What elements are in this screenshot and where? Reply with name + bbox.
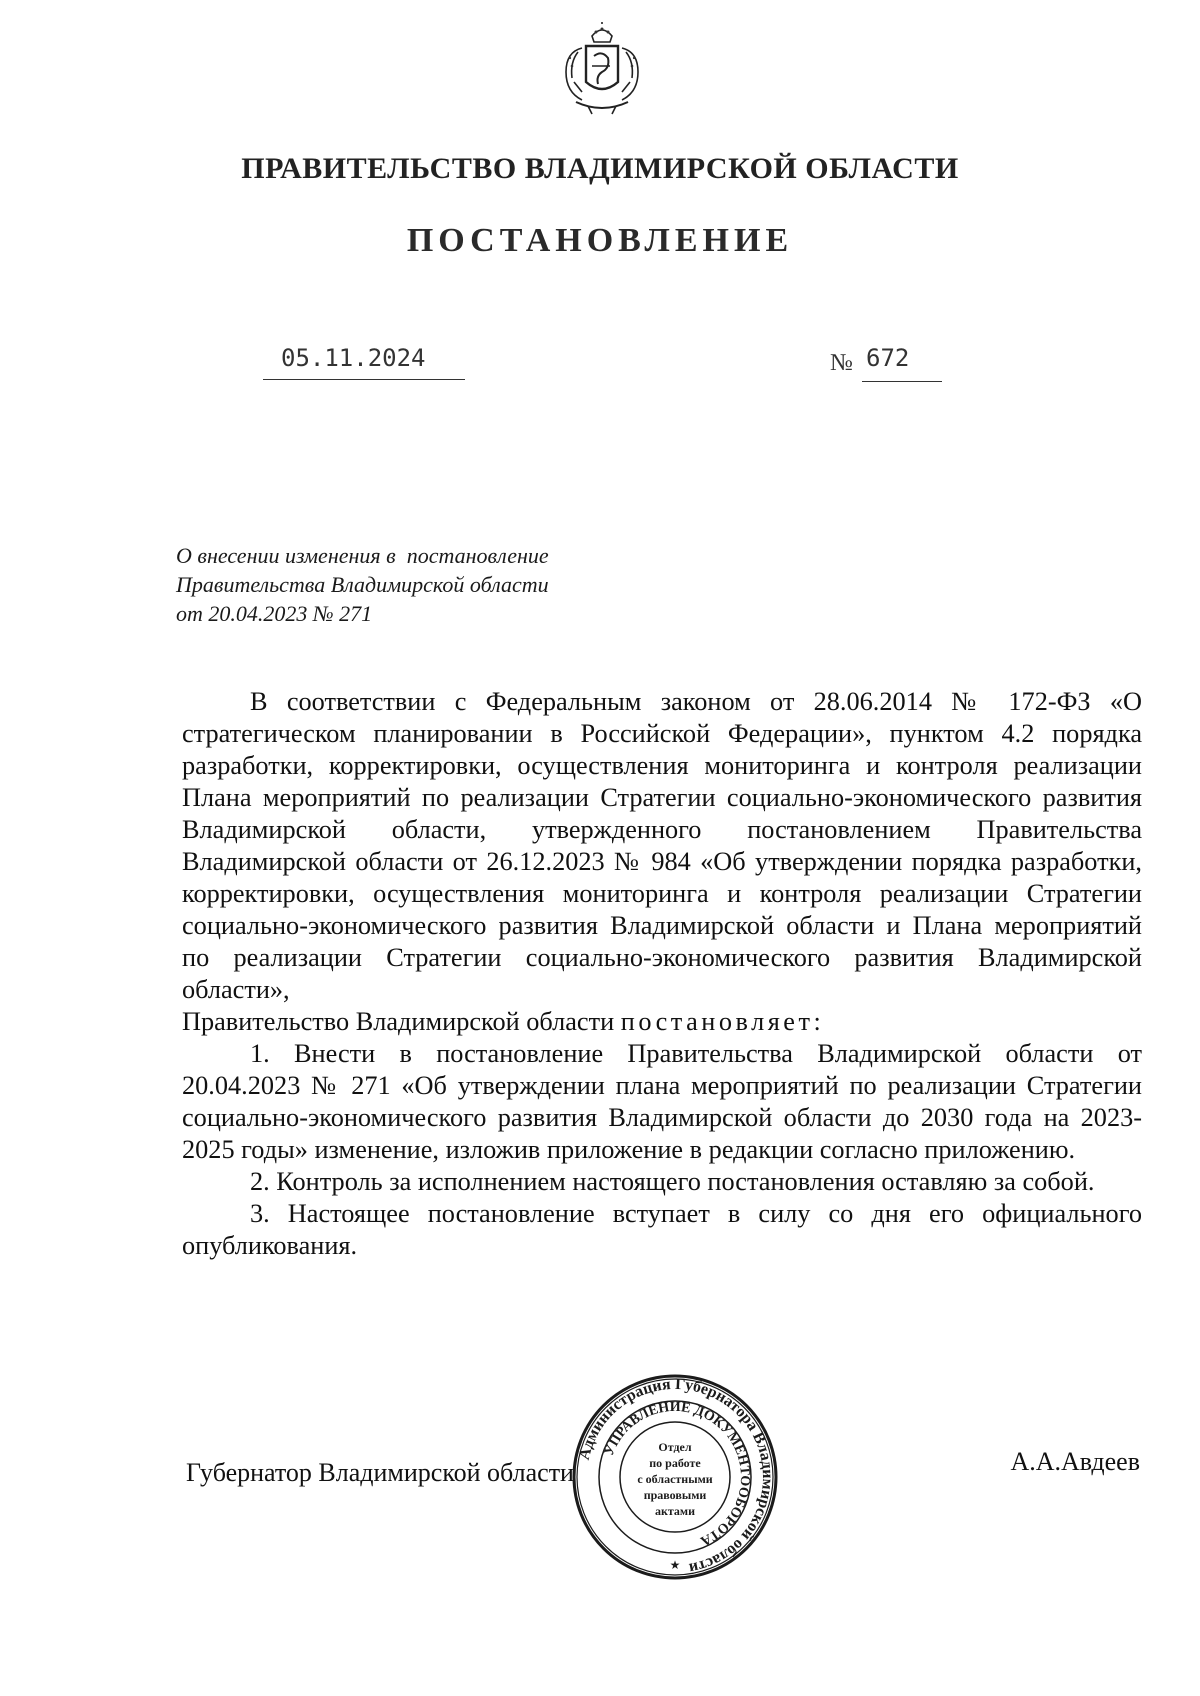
- date-underline: [263, 379, 465, 380]
- resolves-prefix: Правительство Владимирской области: [182, 1007, 615, 1036]
- stamp-center-line: актами: [654, 1504, 696, 1518]
- number-underline: [862, 381, 942, 382]
- coat-of-arms-emblem: [552, 22, 652, 118]
- stamp-star-icon: ★: [669, 1558, 681, 1572]
- list-item: 2. Контроль за исполнением настоящего постановления оставляю за собой.: [250, 1167, 1095, 1196]
- stamp-outer-text: Администрация Губернатора Владимирской области: [575, 1375, 777, 1577]
- preamble-paragraph: [182, 686, 1142, 1006]
- signatory-name: А.А.Авдеев: [1010, 1447, 1140, 1476]
- document-type-title: ПОСТАНОВЛЕНИЕ: [406, 222, 794, 259]
- preamble-text: В соответствии с Федеральным законом от 28.06.2014 № 172-ФЗ «О стратегическом планировании в Российской Федерации», пунктом 4.2 порядка разработки, корректировки, осуществления мониторинга и контроля реализации Плана мероприятий по реализации Стратегии социально-экономического развития Владимирской области, утвержденного постановлением Правительства Владимирской области от 26.12.2023 № 984 «Об утверждении порядка разработки, корректировки, осуществления мониторинга и контроля реализации Стратегии социально-экономического развития Владимирской области и Плана мероприятий по реализации Стратегии социально-экономического развития Владимирской области»,: [182, 687, 1142, 1004]
- list-item: 3. Настоящее постановление вступает в силу со дня его официального опубликования.: [182, 1199, 1142, 1260]
- resolves-word: постановляет:: [620, 1007, 825, 1036]
- stamp-center-line: с областными: [637, 1472, 713, 1486]
- list-item: 1. Внести в постановление Правительства Владимирской области от 20.04.2023 № 271 «Об утверждении плана мероприятий по реализации Стратегии социально-экономического развития Владимирской области до 2030 года на 2023-2025 годы» изменение, изложив приложение в редакции согласно приложению.: [182, 1039, 1142, 1164]
- document-number: 672: [866, 344, 910, 372]
- stamp-inner-text: УПРАВЛЕНИЕ ДОКУМЕНТООБОРОТА: [601, 1399, 753, 1549]
- stamp-center-line: правовыми: [643, 1488, 707, 1502]
- stamp-center-line: по работе: [649, 1456, 701, 1470]
- document-subject: [176, 541, 549, 628]
- resolves-line: [182, 1006, 1142, 1038]
- subject-line: О внесении изменения в постановление: [176, 543, 549, 568]
- signatory-position: Губернатор Владимирской области: [186, 1458, 574, 1487]
- organization-title: ПРАВИТЕЛЬСТВО ВЛАДИМИРСКОЙ ОБЛАСТИ: [241, 152, 959, 185]
- number-sign: №: [830, 350, 853, 376]
- official-stamp: [572, 1374, 778, 1580]
- subject-line: Правительства Владимирской области: [176, 572, 549, 597]
- document-date: 05.11.2024: [281, 344, 426, 372]
- subject-line: от 20.04.2023 № 271: [176, 601, 373, 626]
- document-body: [182, 686, 1142, 1262]
- stamp-center-line: Отдел: [658, 1440, 692, 1454]
